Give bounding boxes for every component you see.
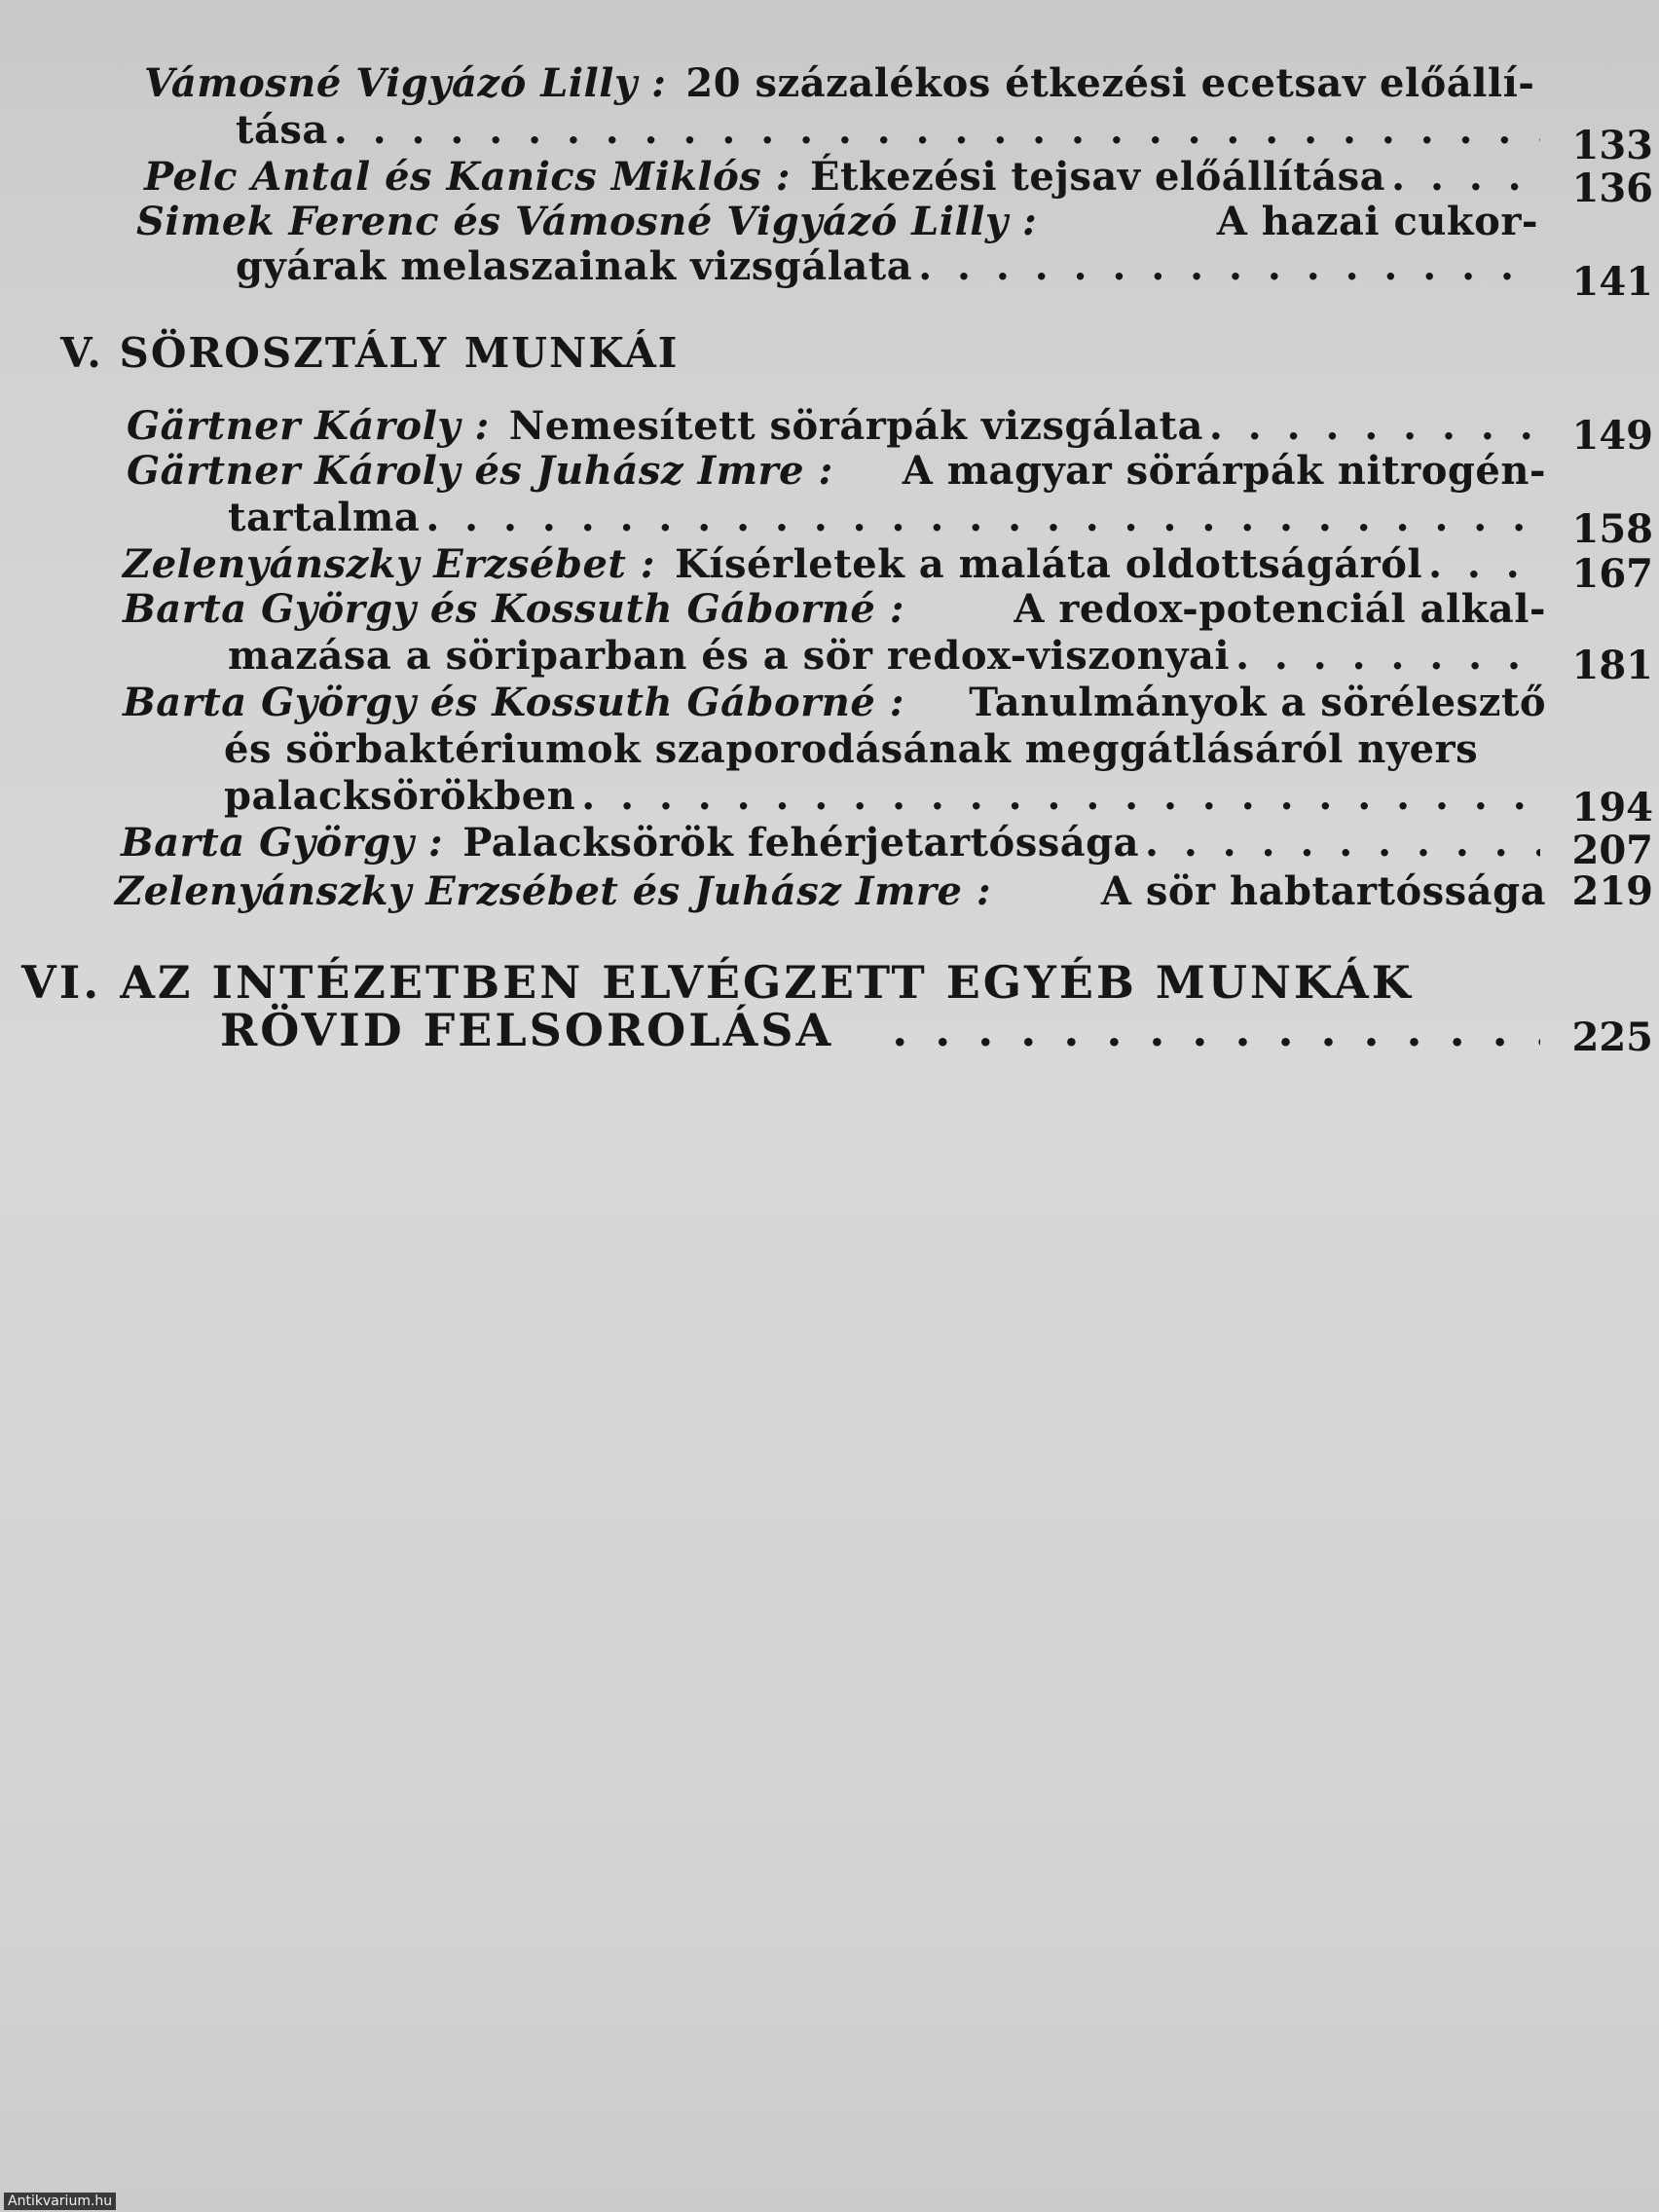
toc-entry-v6-line1 [121,820,1546,866]
toc-entry-title: Nemesített sörárpák vizsgálata [508,403,1203,449]
toc-entry-title: A sör habtartóssága [1100,868,1546,914]
toc-entry-v7-line1 [115,868,1546,915]
dot-leader [425,495,1540,541]
dot-leader [1209,403,1540,450]
dot-leader [1145,820,1540,866]
dot-leader [581,773,1540,820]
section-heading-vi-text: RÖVID FELSOROLÁSA [220,1004,834,1056]
toc-entry-v2-line2 [228,495,1546,541]
toc-entry-title-cont: tartalma [228,495,421,540]
toc-page-number: 136 [1571,166,1653,211]
toc-entry-1-line1 [144,60,1546,107]
toc-page-number: 207 [1571,828,1653,873]
toc-entry-v5-line2 [224,726,1546,773]
section-heading-v: V. SÖROSZTÁLY MUNKÁI [60,329,680,377]
toc-entry-title: Kísérletek a maláta oldottságáról [675,541,1423,587]
toc-entry-v5-line1 [123,680,1546,726]
toc-entry-title-cont: tása [236,107,328,153]
watermark: Antikvarium.hu [4,2193,116,2210]
toc-entry-2-line1 [144,154,1546,201]
dot-leader [892,1007,1540,1053]
toc-entry-author: Vámosné Vigyázó Lilly : [144,60,667,106]
toc-page-number: 141 [1571,259,1653,305]
toc-entry-v4-line1 [123,586,1546,633]
toc-entry-v5-line3 [224,773,1546,820]
toc-entry-author: Barta György : [121,820,444,866]
toc-entry-author: Pelc Antal és Kanics Miklós : [144,154,791,200]
toc-entry-title-cont: palacksörökben [224,773,576,819]
toc-entry-v2-line1 [127,448,1546,495]
toc-entry-v1-line1 [127,403,1546,450]
toc-entry-author: Gärtner Károly és Juhász Imre : [127,448,833,494]
toc-entry-v3-line1 [123,541,1546,588]
toc-entry-author: Gärtner Károly : [127,403,490,449]
dot-leader [334,107,1540,154]
toc-entry-title: A hazai cukor- [1216,199,1538,244]
dot-leader [918,243,1540,290]
toc-entry-v4-line2 [228,633,1546,680]
toc-entry-1-line2 [236,107,1546,154]
toc-entry-title: 20 százalékos étkezési ecetsav előállí- [685,60,1535,106]
toc-entry-3-line2 [236,243,1546,290]
toc-entry-title: Palacksörök fehérjetartóssága [462,820,1140,866]
toc-entry-title: Étkezési tejsav előállítása [810,154,1386,200]
toc-page-number: 194 [1571,785,1653,830]
toc-entry-title-cont: és sörbaktériumok szaporodásának meggátlásáról nyers [224,726,1479,772]
toc-page-number: 133 [1571,123,1653,168]
toc-page-number: 219 [1571,868,1653,914]
toc-entry-title: A redox-potenciál alkal- [1014,586,1546,632]
toc-entry-title: Tanulmányok a sörélesztő [969,680,1546,725]
toc-entry-author: Zelenyánszky Erzsébet és Juhász Imre : [115,868,992,914]
toc-entry-author: Barta György és Kossuth Gáborné : [123,586,905,632]
toc-entry-author: Barta György és Kossuth Gáborné : [123,680,905,725]
toc-entry-title: A magyar sörárpák nitrogén- [902,448,1546,494]
toc-page-number: 167 [1571,551,1653,597]
toc-entry-title-cont: gyárak melaszainak vizsgálata [236,243,913,289]
section-heading-vi-line1: VI. AZ INTÉZETBEN ELVÉGZETT EGYÉB MUNKÁK [21,956,1414,1009]
toc-entry-3-line1 [136,199,1538,245]
toc-page-number: 158 [1571,506,1653,552]
toc-page-number: 149 [1571,413,1653,459]
dot-leader [1428,541,1540,588]
toc-page-number: 225 [1571,1014,1653,1060]
dot-leader [1235,633,1540,680]
toc-entry-title-cont: mazása a söriparban és a sör redox-viszonyai [228,633,1231,679]
toc-page-number: 181 [1571,643,1653,688]
section-heading-vi-line2 [220,1004,1546,1056]
toc-entry-author: Simek Ferenc és Vámosné Vigyázó Lilly : [136,199,1038,244]
dot-leader [1391,154,1540,201]
toc-entry-author: Zelenyánszky Erzsébet : [123,541,656,587]
